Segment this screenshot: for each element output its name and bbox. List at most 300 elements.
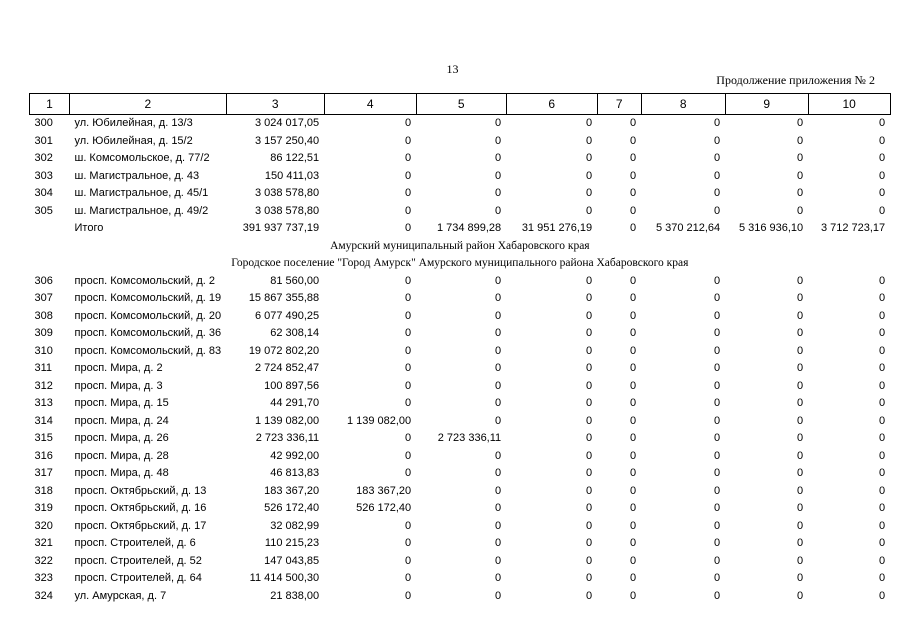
row-value-col-5: 0 xyxy=(495,292,502,305)
row-value-col-6: 0 xyxy=(586,484,593,497)
row-value-col-6: 0 xyxy=(586,187,593,200)
table-row xyxy=(30,413,891,431)
row-value-col-4: 526 172,40 xyxy=(356,502,412,515)
row-number: 317 xyxy=(34,467,53,480)
row-value-col-7: 0 xyxy=(630,519,637,532)
row-value-col-9: 0 xyxy=(797,484,804,497)
row-value-col-4: 0 xyxy=(405,432,412,445)
row-value-col-3: 2 723 336,11 xyxy=(255,432,320,445)
row-value-col-3: 110 215,23 xyxy=(264,537,320,550)
row-value-col-9: 0 xyxy=(797,537,804,550)
row-value-col-10: 0 xyxy=(879,467,886,480)
row-value-col-8: 0 xyxy=(714,502,721,515)
row-value-col-9: 0 xyxy=(797,274,804,287)
row-number: 309 xyxy=(34,327,53,340)
row-value-col-6: 0 xyxy=(586,467,593,480)
column-header-5: 5 xyxy=(416,94,506,115)
row-number: 314 xyxy=(34,414,53,427)
row-address: просп. Строителей, д. 64 xyxy=(74,572,202,585)
row-value-col-4: 183 367,20 xyxy=(356,484,412,497)
row-value-col-6: 0 xyxy=(586,589,593,602)
row-value-col-3: 44 291,70 xyxy=(270,397,320,410)
row-value-col-5: 0 xyxy=(495,537,502,550)
row-value-col-5: 0 xyxy=(495,169,502,182)
row-value-col-6: 0 xyxy=(586,309,593,322)
row-value-col-9: 0 xyxy=(797,397,804,410)
row-value-col-5: 0 xyxy=(495,554,502,567)
row-value-col-3: 2 724 852,47 xyxy=(254,362,320,375)
row-value-col-5: 0 xyxy=(495,362,502,375)
row-value-col-4: 0 xyxy=(405,589,412,602)
table-row xyxy=(30,518,891,536)
row-value-col-5: 0 xyxy=(495,117,502,130)
table-row xyxy=(30,395,891,413)
row-address: ул. Юбилейная, д. 15/2 xyxy=(74,134,193,147)
row-value-col-4: 0 xyxy=(405,134,412,147)
table-row xyxy=(30,360,891,378)
row-number: 305 xyxy=(34,204,53,217)
column-header-4: 4 xyxy=(324,94,416,115)
row-value-col-10: 0 xyxy=(879,484,886,497)
row-address: просп. Комсомольский, д. 36 xyxy=(74,327,222,340)
row-address: ш. Магистральное, д. 45/1 xyxy=(74,187,209,200)
row-value-col-3: 3 157 250,40 xyxy=(254,134,320,147)
table-row xyxy=(30,535,891,553)
row-value-col-8: 0 xyxy=(714,484,721,497)
row-value-col-6: 0 xyxy=(586,397,593,410)
row-value-col-8: 0 xyxy=(714,537,721,550)
row-value-col-5: 0 xyxy=(495,309,502,322)
table-row xyxy=(30,115,891,133)
row-value-col-9: 0 xyxy=(797,379,804,392)
row-value-col-5: 0 xyxy=(495,484,502,497)
row-value-col-10: 0 xyxy=(879,397,886,410)
row-value-col-9: 0 xyxy=(797,432,804,445)
column-header-3: 3 xyxy=(226,94,324,115)
row-value-col-4: 0 xyxy=(405,274,412,287)
table-row xyxy=(30,570,891,588)
row-value-col-6: 0 xyxy=(586,327,593,340)
row-value-col-4: 0 xyxy=(405,467,412,480)
row-address: ш. Комсомольское, д. 77/2 xyxy=(74,152,210,165)
row-value-col-5: 0 xyxy=(495,187,502,200)
row-value-col-5: 0 xyxy=(495,344,502,357)
row-value-col-10: 0 xyxy=(879,362,886,375)
row-address: просп. Мира, д. 15 xyxy=(74,397,169,410)
table-row xyxy=(30,465,891,483)
row-value-col-10: 0 xyxy=(879,134,886,147)
row-number: 306 xyxy=(34,274,53,287)
row-address: просп. Мира, д. 24 xyxy=(74,414,169,427)
total-value-col-8: 5 370 212,64 xyxy=(655,222,721,235)
table-row xyxy=(30,500,891,518)
row-address: просп. Октябрьский, д. 17 xyxy=(74,519,207,532)
row-value-col-4: 0 xyxy=(405,449,412,462)
row-value-col-3: 46 813,83 xyxy=(270,467,320,480)
row-value-col-8: 0 xyxy=(714,292,721,305)
row-number: 319 xyxy=(34,502,53,515)
row-value-col-7: 0 xyxy=(630,467,637,480)
row-value-col-9: 0 xyxy=(797,554,804,567)
row-value-col-3: 3 038 578,80 xyxy=(254,187,320,200)
row-value-col-9: 0 xyxy=(797,117,804,130)
row-value-col-7: 0 xyxy=(630,152,637,165)
column-header-8: 8 xyxy=(641,94,725,115)
row-value-col-8: 0 xyxy=(714,169,721,182)
row-value-col-8: 0 xyxy=(714,274,721,287)
row-value-col-3: 3 024 017,05 xyxy=(254,117,320,130)
row-value-col-10: 0 xyxy=(879,152,886,165)
row-address: ш. Магистральное, д. 49/2 xyxy=(74,204,209,217)
row-value-col-8: 0 xyxy=(714,134,721,147)
total-row-number-empty xyxy=(30,220,70,238)
row-value-col-10: 0 xyxy=(879,292,886,305)
row-value-col-3: 21 838,00 xyxy=(270,589,320,602)
row-value-col-7: 0 xyxy=(630,117,637,130)
row-value-col-4: 0 xyxy=(405,519,412,532)
row-value-col-8: 0 xyxy=(714,152,721,165)
row-value-col-7: 0 xyxy=(630,449,637,462)
row-address: ш. Магистральное, д. 43 xyxy=(74,169,200,182)
row-value-col-9: 0 xyxy=(797,187,804,200)
register-table xyxy=(29,93,891,605)
row-value-col-10: 0 xyxy=(879,572,886,585)
row-number: 304 xyxy=(34,187,53,200)
row-value-col-9: 0 xyxy=(797,467,804,480)
table-row xyxy=(30,185,891,203)
row-value-col-8: 0 xyxy=(714,344,721,357)
row-value-col-9: 0 xyxy=(797,204,804,217)
row-value-col-3: 62 308,14 xyxy=(270,327,320,340)
row-value-col-6: 0 xyxy=(586,134,593,147)
total-value-col-10: 3 712 723,17 xyxy=(820,222,886,235)
row-value-col-7: 0 xyxy=(630,309,637,322)
table-row xyxy=(30,378,891,396)
total-value-col-9: 5 316 936,10 xyxy=(738,222,804,235)
row-value-col-9: 0 xyxy=(797,519,804,532)
row-value-col-10: 0 xyxy=(879,554,886,567)
row-value-col-4: 0 xyxy=(405,537,412,550)
row-value-col-5: 0 xyxy=(495,589,502,602)
row-value-col-7: 0 xyxy=(630,554,637,567)
row-value-col-4: 0 xyxy=(405,309,412,322)
table-row xyxy=(30,203,891,221)
table-row xyxy=(30,343,891,361)
row-value-col-4: 0 xyxy=(405,379,412,392)
row-number: 308 xyxy=(34,309,53,322)
row-number: 321 xyxy=(34,537,53,550)
row-value-col-9: 0 xyxy=(797,362,804,375)
section-heading-district-text: Амурский муниципальный район Хабаровского края xyxy=(330,239,590,252)
row-value-col-6: 0 xyxy=(586,379,593,392)
table-row xyxy=(30,553,891,571)
row-value-col-7: 0 xyxy=(630,589,637,602)
row-value-col-3: 6 077 490,25 xyxy=(254,309,320,322)
row-value-col-6: 0 xyxy=(586,117,593,130)
row-number: 300 xyxy=(34,117,53,130)
row-number: 324 xyxy=(34,589,53,602)
row-value-col-5: 0 xyxy=(495,397,502,410)
row-value-col-8: 0 xyxy=(714,397,721,410)
row-value-col-8: 0 xyxy=(714,309,721,322)
column-header-1: 1 xyxy=(30,94,70,115)
row-number: 318 xyxy=(34,484,53,497)
row-value-col-5: 0 xyxy=(495,274,502,287)
row-value-col-6: 0 xyxy=(586,169,593,182)
row-address: просп. Октябрьский, д. 16 xyxy=(74,502,207,515)
row-address: просп. Октябрьский, д. 13 xyxy=(74,484,207,497)
row-value-col-9: 0 xyxy=(797,414,804,427)
total-value-col-7: 0 xyxy=(630,222,637,235)
row-value-col-10: 0 xyxy=(879,344,886,357)
column-header-row xyxy=(30,94,891,115)
row-value-col-5: 0 xyxy=(495,327,502,340)
row-value-col-7: 0 xyxy=(630,572,637,585)
column-header-7: 7 xyxy=(597,94,641,115)
row-value-col-8: 0 xyxy=(714,187,721,200)
row-value-col-6: 0 xyxy=(586,204,593,217)
row-number: 312 xyxy=(34,379,53,392)
row-value-col-8: 0 xyxy=(714,117,721,130)
row-value-col-7: 0 xyxy=(630,327,637,340)
row-value-col-10: 0 xyxy=(879,414,886,427)
row-value-col-4: 0 xyxy=(405,572,412,585)
row-value-col-9: 0 xyxy=(797,449,804,462)
row-value-col-3: 15 867 355,88 xyxy=(248,292,320,305)
row-value-col-5: 0 xyxy=(495,204,502,217)
row-value-col-6: 0 xyxy=(586,274,593,287)
row-value-col-5: 0 xyxy=(495,449,502,462)
row-value-col-10: 0 xyxy=(879,502,886,515)
row-value-col-10: 0 xyxy=(879,537,886,550)
row-number: 323 xyxy=(34,572,53,585)
row-address: просп. Комсомольский, д. 19 xyxy=(74,292,222,305)
row-value-col-5: 0 xyxy=(495,152,502,165)
table-row xyxy=(30,133,891,151)
row-address: просп. Комсомольский, д. 20 xyxy=(74,309,222,322)
row-value-col-10: 0 xyxy=(879,309,886,322)
table-row xyxy=(30,290,891,308)
row-value-col-3: 86 122,51 xyxy=(270,152,320,165)
row-address: просп. Комсомольский, д. 2 xyxy=(74,274,216,287)
row-value-col-7: 0 xyxy=(630,397,637,410)
row-value-col-10: 0 xyxy=(879,274,886,287)
row-value-col-5: 0 xyxy=(495,467,502,480)
appendix-continuation-note: Продолжение приложения № 2 xyxy=(716,73,875,87)
row-value-col-8: 0 xyxy=(714,379,721,392)
row-number: 302 xyxy=(34,152,53,165)
row-value-col-4: 0 xyxy=(405,204,412,217)
row-address: ул. Юбилейная, д. 13/3 xyxy=(74,117,193,130)
row-number: 320 xyxy=(34,519,53,532)
row-value-col-4: 0 xyxy=(405,554,412,567)
row-value-col-4: 0 xyxy=(405,187,412,200)
row-value-col-5: 0 xyxy=(495,134,502,147)
row-value-col-9: 0 xyxy=(797,589,804,602)
row-value-col-7: 0 xyxy=(630,344,637,357)
row-address: просп. Строителей, д. 52 xyxy=(74,554,202,567)
row-value-col-6: 0 xyxy=(586,572,593,585)
row-value-col-8: 0 xyxy=(714,414,721,427)
row-address: просп. Мира, д. 28 xyxy=(74,449,169,462)
row-address: просп. Мира, д. 48 xyxy=(74,467,169,480)
row-value-col-3: 183 367,20 xyxy=(264,484,320,497)
row-value-col-7: 0 xyxy=(630,292,637,305)
row-value-col-4: 0 xyxy=(405,169,412,182)
row-value-col-9: 0 xyxy=(797,152,804,165)
row-value-col-7: 0 xyxy=(630,414,637,427)
table-row xyxy=(30,430,891,448)
row-value-col-10: 0 xyxy=(879,519,886,532)
row-value-col-7: 0 xyxy=(630,187,637,200)
row-value-col-10: 0 xyxy=(879,204,886,217)
total-value-col-3: 391 937 737,19 xyxy=(242,222,320,235)
row-value-col-5: 2 723 336,11 xyxy=(437,432,502,445)
row-value-col-10: 0 xyxy=(879,117,886,130)
page-number: 13 xyxy=(446,62,459,76)
row-value-col-7: 0 xyxy=(630,134,637,147)
row-value-col-10: 0 xyxy=(879,589,886,602)
row-value-col-3: 526 172,40 xyxy=(264,502,320,515)
row-value-col-8: 0 xyxy=(714,449,721,462)
column-header-9: 9 xyxy=(725,94,808,115)
row-value-col-5: 0 xyxy=(495,519,502,532)
row-value-col-9: 0 xyxy=(797,134,804,147)
row-value-col-3: 150 411,03 xyxy=(264,169,320,182)
row-address: просп. Строителей, д. 6 xyxy=(74,537,196,550)
total-value-col-5: 1 734 899,28 xyxy=(436,222,502,235)
row-value-col-7: 0 xyxy=(630,204,637,217)
section-heading-settlement xyxy=(30,255,891,273)
row-address: просп. Мира, д. 3 xyxy=(74,379,163,392)
row-value-col-9: 0 xyxy=(797,309,804,322)
row-value-col-6: 0 xyxy=(586,432,593,445)
row-value-col-3: 19 072 802,20 xyxy=(248,344,320,357)
row-number: 315 xyxy=(34,432,53,445)
row-value-col-3: 11 414 500,30 xyxy=(249,572,320,585)
row-value-col-3: 42 992,00 xyxy=(270,449,320,462)
row-value-col-8: 0 xyxy=(714,589,721,602)
table-row xyxy=(30,150,891,168)
row-value-col-6: 0 xyxy=(586,414,593,427)
row-number: 322 xyxy=(34,554,53,567)
table-row xyxy=(30,168,891,186)
section-heading-district xyxy=(30,238,891,256)
total-value-col-4: 0 xyxy=(405,222,412,235)
row-value-col-6: 0 xyxy=(586,519,593,532)
row-number: 303 xyxy=(34,169,53,182)
row-value-col-7: 0 xyxy=(630,169,637,182)
table-row xyxy=(30,448,891,466)
row-value-col-7: 0 xyxy=(630,274,637,287)
row-number: 313 xyxy=(34,397,53,410)
row-value-col-8: 0 xyxy=(714,572,721,585)
row-value-col-9: 0 xyxy=(797,502,804,515)
row-value-col-6: 0 xyxy=(586,502,593,515)
row-value-col-7: 0 xyxy=(630,362,637,375)
row-value-col-3: 32 082,99 xyxy=(270,519,320,532)
row-value-col-8: 0 xyxy=(714,519,721,532)
column-header-10: 10 xyxy=(808,94,890,115)
row-address: ул. Амурская, д. 7 xyxy=(74,589,167,602)
total-value-col-6: 31 951 276,19 xyxy=(521,222,593,235)
row-value-col-4: 0 xyxy=(405,327,412,340)
row-value-col-10: 0 xyxy=(879,327,886,340)
row-address: просп. Комсомольский, д. 83 xyxy=(74,344,222,357)
row-value-col-6: 0 xyxy=(586,292,593,305)
row-value-col-10: 0 xyxy=(879,379,886,392)
row-value-col-4: 0 xyxy=(405,152,412,165)
column-header-6: 6 xyxy=(506,94,597,115)
row-value-col-3: 3 038 578,80 xyxy=(254,204,320,217)
row-value-col-9: 0 xyxy=(797,292,804,305)
row-address: просп. Мира, д. 26 xyxy=(74,432,169,445)
row-value-col-8: 0 xyxy=(714,204,721,217)
row-number: 316 xyxy=(34,449,53,462)
table-row xyxy=(30,308,891,326)
row-value-col-4: 0 xyxy=(405,397,412,410)
row-value-col-4: 0 xyxy=(405,292,412,305)
table-row xyxy=(30,483,891,501)
row-address: просп. Мира, д. 2 xyxy=(74,362,163,375)
row-value-col-5: 0 xyxy=(495,572,502,585)
row-value-col-9: 0 xyxy=(797,169,804,182)
table-body xyxy=(30,115,891,606)
row-value-col-3: 147 043,85 xyxy=(264,554,320,567)
total-row xyxy=(30,220,891,238)
row-value-col-10: 0 xyxy=(879,187,886,200)
row-value-col-4: 1 139 082,00 xyxy=(346,414,412,427)
row-value-col-8: 0 xyxy=(714,467,721,480)
table-row xyxy=(30,325,891,343)
row-value-col-3: 81 560,00 xyxy=(270,274,320,287)
row-number: 307 xyxy=(34,292,53,305)
row-value-col-9: 0 xyxy=(797,344,804,357)
row-value-col-6: 0 xyxy=(586,449,593,462)
row-value-col-9: 0 xyxy=(797,572,804,585)
row-value-col-5: 0 xyxy=(495,414,502,427)
row-value-col-8: 0 xyxy=(714,432,721,445)
row-value-col-6: 0 xyxy=(586,362,593,375)
row-value-col-7: 0 xyxy=(630,432,637,445)
row-value-col-7: 0 xyxy=(630,537,637,550)
total-label: Итого xyxy=(74,222,104,235)
row-value-col-4: 0 xyxy=(405,344,412,357)
row-number: 301 xyxy=(34,134,53,147)
row-value-col-3: 100 897,56 xyxy=(264,379,320,392)
row-value-col-8: 0 xyxy=(714,554,721,567)
row-number: 310 xyxy=(34,344,53,357)
row-value-col-8: 0 xyxy=(714,327,721,340)
row-value-col-8: 0 xyxy=(714,362,721,375)
row-value-col-10: 0 xyxy=(879,169,886,182)
row-number: 311 xyxy=(34,362,53,375)
column-header-2: 2 xyxy=(70,94,227,115)
row-value-col-6: 0 xyxy=(586,344,593,357)
table-row xyxy=(30,588,891,606)
row-value-col-7: 0 xyxy=(630,502,637,515)
row-value-col-7: 0 xyxy=(630,379,637,392)
row-value-col-7: 0 xyxy=(630,484,637,497)
row-value-col-9: 0 xyxy=(797,327,804,340)
row-value-col-5: 0 xyxy=(495,379,502,392)
row-value-col-6: 0 xyxy=(586,152,593,165)
row-value-col-4: 0 xyxy=(405,362,412,375)
row-value-col-4: 0 xyxy=(405,117,412,130)
row-value-col-10: 0 xyxy=(879,449,886,462)
row-value-col-6: 0 xyxy=(586,537,593,550)
row-value-col-5: 0 xyxy=(495,502,502,515)
